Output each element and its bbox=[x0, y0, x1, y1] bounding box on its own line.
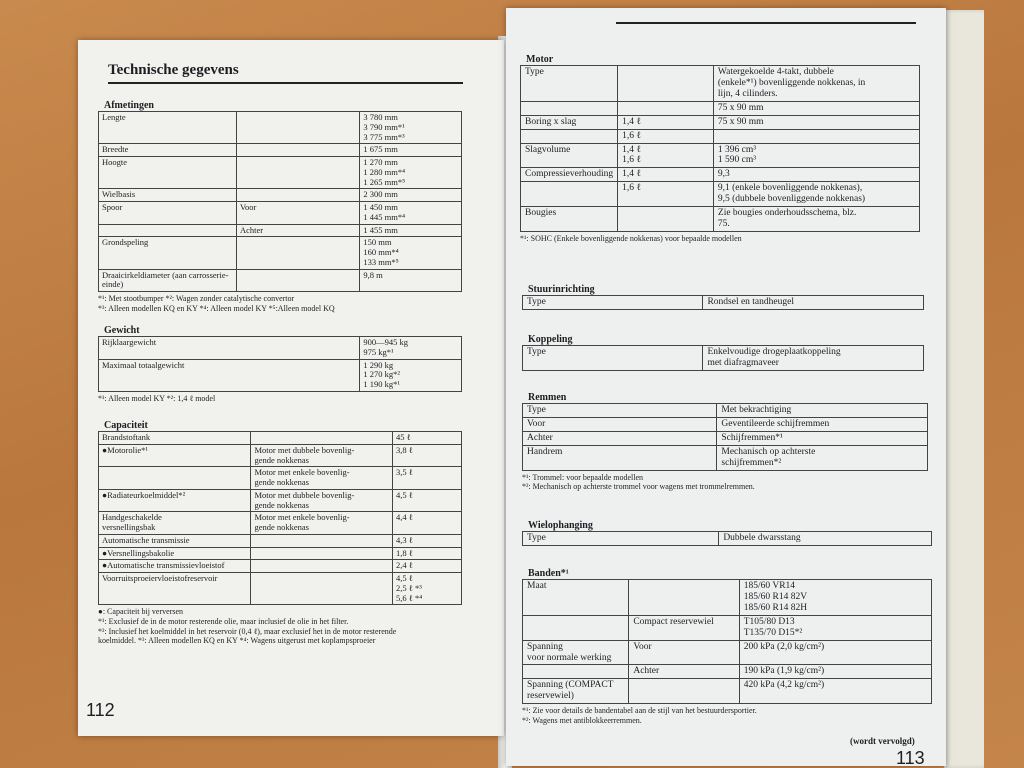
table-row bbox=[99, 560, 462, 573]
gewicht-note: *¹: Alleen model KY *²: 1,4 ℓ model bbox=[98, 393, 216, 403]
wielophanging-section bbox=[522, 520, 932, 546]
row-sub bbox=[629, 580, 739, 616]
section-heading: Motor bbox=[526, 54, 554, 65]
row-label: Wielbasis bbox=[99, 189, 237, 202]
row-sub bbox=[236, 157, 359, 189]
row-value: 75 x 90 mm bbox=[713, 115, 919, 129]
row-value: 190 kPa (1,9 kg/cm²) bbox=[739, 665, 931, 679]
row-sub: Achter bbox=[236, 224, 359, 237]
table-row bbox=[99, 467, 462, 490]
row-sub: 1,4 ℓ bbox=[618, 115, 714, 129]
row-label: Rijklaargewicht bbox=[99, 337, 360, 360]
koppeling-section bbox=[522, 334, 924, 371]
table-row bbox=[99, 202, 462, 225]
row-value: 4,5 ℓ 2,5 ℓ *³ 5,6 ℓ *⁴ bbox=[393, 573, 462, 605]
koppeling-table bbox=[522, 345, 924, 371]
row-sub: Motor met enkele bovenlig- gende nokkenas bbox=[251, 467, 393, 490]
table-row bbox=[99, 144, 462, 157]
row-value: 150 mm 160 mm*⁴ 133 mm*⁵ bbox=[360, 237, 462, 269]
table-row bbox=[523, 404, 928, 418]
row-sub: Voor bbox=[629, 640, 739, 665]
table-row bbox=[99, 112, 462, 144]
row-value: 45 ℓ bbox=[393, 432, 462, 445]
page-number: 113 bbox=[896, 748, 925, 766]
table-row bbox=[99, 512, 462, 535]
row-label: Type bbox=[523, 532, 719, 546]
row-label: Bougies bbox=[521, 207, 618, 232]
table-row bbox=[99, 573, 462, 605]
capaciteit-note: ●: Capaciteit bij verversen *¹: Exclusief de in de motor resterende olie, maar inclusief de olie in het filter. *²: Inclusief het koelmiddel in het reservoir (0,4 ℓ), maar exclusief het in de motor resterende koelmiddel. *³: Alleen modellen KQ en KY *⁴: Wagens uitgerust met koplampsproeier bbox=[98, 607, 397, 646]
row-sub: 1,6 ℓ bbox=[618, 129, 714, 143]
motor-section bbox=[520, 54, 920, 244]
table-row bbox=[523, 431, 928, 445]
table-row bbox=[99, 224, 462, 237]
remmen-section bbox=[522, 392, 928, 492]
table-row bbox=[99, 534, 462, 547]
row-label: Type bbox=[523, 296, 703, 310]
section-heading: Afmetingen bbox=[104, 100, 154, 111]
row-value: 9,1 (enkele bovenliggende nokkenas), 9,5 (dubbele bovenliggende nokkenas) bbox=[713, 182, 919, 207]
row-sub: Motor met dubbele bovenlig- gende nokkenas bbox=[251, 489, 393, 512]
row-label: Grondspeling bbox=[99, 237, 237, 269]
table-row bbox=[523, 615, 932, 640]
row-label: Spanning voor normale werking bbox=[523, 640, 629, 665]
row-value: Zie bougies onderhoudsschema, blz. 75. bbox=[713, 207, 919, 232]
row-sub: Motor met enkele bovenlig- gende nokkenas bbox=[251, 512, 393, 535]
row-value: 420 kPa (4,2 kg/cm²) bbox=[739, 679, 931, 704]
row-label: Handgeschakelde versnellingsbak bbox=[99, 512, 251, 535]
table-row bbox=[523, 580, 932, 616]
table-row bbox=[523, 445, 928, 470]
page-title: Technische gegevens bbox=[108, 62, 463, 84]
row-label: Type bbox=[521, 66, 618, 102]
row-sub: Voor bbox=[236, 202, 359, 225]
row-value: Geventileerde schijfremmen bbox=[717, 417, 928, 431]
row-label: Hoogte bbox=[99, 157, 237, 189]
row-label: Spoor bbox=[99, 202, 237, 225]
table-row bbox=[99, 489, 462, 512]
table-row bbox=[99, 444, 462, 467]
row-value: 1,8 ℓ bbox=[393, 547, 462, 560]
row-value: Watergekoelde 4-takt, dubbele (enkele*¹) bovenliggende nokkenas, in lijn, 4 cilinders. bbox=[713, 66, 919, 102]
motor-note: *¹: SOHC (Enkele bovenliggende nokkenas) voor bepaalde modellen bbox=[520, 233, 742, 243]
row-value: Schijfremmen*¹ bbox=[717, 431, 928, 445]
gewicht-section bbox=[98, 325, 462, 403]
row-value: 1 455 mm bbox=[360, 224, 462, 237]
capaciteit-section bbox=[98, 420, 462, 646]
continued-label: (wordt vervolgd) bbox=[850, 736, 915, 746]
row-value: 185/60 VR14 185/60 R14 82V 185/60 R14 82H bbox=[739, 580, 931, 616]
table-row bbox=[521, 182, 920, 207]
row-sub bbox=[251, 547, 393, 560]
table-row bbox=[99, 337, 462, 360]
row-sub bbox=[236, 112, 359, 144]
table-row bbox=[521, 143, 920, 168]
row-sub bbox=[251, 560, 393, 573]
row-sub bbox=[618, 101, 714, 115]
row-sub: Motor met dubbele bovenlig- gende nokkenas bbox=[251, 444, 393, 467]
row-value: T105/80 D13 T135/70 D15*² bbox=[739, 615, 931, 640]
row-value: 1 675 mm bbox=[360, 144, 462, 157]
row-label: Brandstoftank bbox=[99, 432, 251, 445]
top-rule bbox=[616, 22, 916, 24]
table-row bbox=[521, 207, 920, 232]
table-row bbox=[99, 189, 462, 202]
row-value: 1 450 mm 1 445 mm*⁴ bbox=[360, 202, 462, 225]
row-label: Maximaal totaalgewicht bbox=[99, 359, 360, 391]
row-value: 1 396 cm³ 1 590 cm³ bbox=[713, 143, 919, 168]
row-label: Draaicirkeldiameter (aan carrosserie-einde) bbox=[99, 269, 237, 292]
row-value: 2,4 ℓ bbox=[393, 560, 462, 573]
section-heading: Remmen bbox=[528, 392, 567, 403]
row-value: Rondsel en tandheugel bbox=[703, 296, 924, 310]
row-sub bbox=[251, 432, 393, 445]
wielophanging-table bbox=[522, 531, 932, 546]
row-label: Voor bbox=[523, 417, 717, 431]
row-label: ●Versnellingsbakolie bbox=[99, 547, 251, 560]
row-value: 75 x 90 mm bbox=[713, 101, 919, 115]
row-sub bbox=[236, 144, 359, 157]
row-value bbox=[713, 129, 919, 143]
row-value: 4,4 ℓ bbox=[393, 512, 462, 535]
table-row bbox=[521, 168, 920, 182]
row-sub: 1,4 ℓ 1,6 ℓ bbox=[618, 143, 714, 168]
row-label: Achter bbox=[523, 431, 717, 445]
row-label bbox=[99, 224, 237, 237]
row-label: Boring x slag bbox=[521, 115, 618, 129]
stuurinrichting-section bbox=[522, 284, 924, 310]
row-value: 9,3 bbox=[713, 168, 919, 182]
table-row bbox=[521, 66, 920, 102]
capaciteit-table bbox=[98, 431, 462, 605]
remmen-table bbox=[522, 403, 928, 471]
afmetingen-section bbox=[98, 100, 462, 313]
row-value: 1 290 kg 1 270 kg*² 1 190 kg*¹ bbox=[360, 359, 462, 391]
row-label: ●Motorolie*¹ bbox=[99, 444, 251, 467]
row-value: 2 300 mm bbox=[360, 189, 462, 202]
table-row bbox=[523, 417, 928, 431]
banden-section bbox=[522, 568, 932, 725]
row-label: Slagvolume bbox=[521, 143, 618, 168]
row-label bbox=[521, 101, 618, 115]
row-label: Automatische transmissie bbox=[99, 534, 251, 547]
table-row bbox=[99, 157, 462, 189]
section-heading: Capaciteit bbox=[104, 420, 148, 431]
row-sub bbox=[251, 573, 393, 605]
table-row bbox=[99, 432, 462, 445]
row-value: 3,5 ℓ bbox=[393, 467, 462, 490]
table-row bbox=[99, 547, 462, 560]
afmetingen-table bbox=[98, 111, 462, 292]
section-heading: Gewicht bbox=[104, 325, 140, 336]
table-row bbox=[523, 679, 932, 704]
row-sub: 1,6 ℓ bbox=[618, 182, 714, 207]
row-value: 9,8 m bbox=[360, 269, 462, 292]
section-heading: Koppeling bbox=[528, 334, 573, 345]
row-value: Mechanisch op achterste schijfremmen*² bbox=[717, 445, 928, 470]
stuurinrichting-table bbox=[522, 295, 924, 310]
afmetingen-note: *¹: Met stootbumper *²: Wagen zonder catalytische convertor *³: Alleen modellen KQ en KY *⁴: Alleen model KY *⁵:Alleen model KQ bbox=[98, 294, 335, 313]
row-label: ●Automatische transmissievloeistof bbox=[99, 560, 251, 573]
table-row bbox=[99, 269, 462, 292]
row-label bbox=[521, 182, 618, 207]
page-number: 112 bbox=[86, 700, 115, 720]
row-sub bbox=[618, 66, 714, 102]
row-label bbox=[523, 665, 629, 679]
row-label: Maat bbox=[523, 580, 629, 616]
row-sub bbox=[236, 189, 359, 202]
row-label: Lengte bbox=[99, 112, 237, 144]
row-sub: Achter bbox=[629, 665, 739, 679]
row-label: Type bbox=[523, 346, 703, 371]
banden-note: *¹: Zie voor details de bandentabel aan de stijl van het bestuurdersportier. *²: Wagens met antiblokkeerremmen. bbox=[522, 706, 757, 725]
remmen-note: *¹: Trommel: voor bepaalde modellen *²: Mechanisch op achterste trommel voor wagens met trommelremmen. bbox=[522, 472, 755, 492]
row-label bbox=[521, 129, 618, 143]
row-value: Met bekrachtiging bbox=[717, 404, 928, 418]
row-value: 4,3 ℓ bbox=[393, 534, 462, 547]
row-label: Breedte bbox=[99, 144, 237, 157]
row-label bbox=[523, 615, 629, 640]
row-sub bbox=[236, 269, 359, 292]
row-sub bbox=[251, 534, 393, 547]
section-heading: Wielophanging bbox=[528, 520, 593, 531]
table-row bbox=[521, 129, 920, 143]
right-page bbox=[506, 8, 946, 766]
row-label: Voorruitsproeiervloeistofreservoir bbox=[99, 573, 251, 605]
row-sub bbox=[236, 237, 359, 269]
row-label: Compressieverhouding bbox=[521, 168, 618, 182]
banden-table bbox=[522, 579, 932, 704]
motor-table bbox=[520, 65, 920, 232]
row-value: 1 270 mm 1 280 mm*⁴ 1 265 mm*⁵ bbox=[360, 157, 462, 189]
row-label: Type bbox=[523, 404, 717, 418]
gewicht-table bbox=[98, 336, 462, 392]
page-stack-edge bbox=[944, 10, 984, 768]
row-value: 4,5 ℓ bbox=[393, 489, 462, 512]
row-sub bbox=[618, 207, 714, 232]
row-sub: Compact reservewiel bbox=[629, 615, 739, 640]
table-row bbox=[99, 359, 462, 391]
table-row bbox=[521, 101, 920, 115]
row-value: 200 kPa (2,0 kg/cm²) bbox=[739, 640, 931, 665]
row-value: Dubbele dwarsstang bbox=[719, 532, 932, 546]
row-value: 900—945 kg 975 kg*¹ bbox=[360, 337, 462, 360]
section-heading: Stuurinrichting bbox=[528, 284, 595, 295]
row-sub bbox=[629, 679, 739, 704]
row-value: 3 780 mm 3 790 mm*¹ 3 775 mm*³ bbox=[360, 112, 462, 144]
row-label: ●Radiateurkoelmiddel*² bbox=[99, 489, 251, 512]
row-value: Enkelvoudige drogeplaatkoppeling met diafragmaveer bbox=[703, 346, 924, 371]
row-label bbox=[99, 467, 251, 490]
section-heading: Banden*¹ bbox=[528, 568, 569, 579]
row-value: 3,8 ℓ bbox=[393, 444, 462, 467]
row-label: Spanning (COMPACT reservewiel) bbox=[523, 679, 629, 704]
table-row bbox=[521, 115, 920, 129]
table-row bbox=[523, 665, 932, 679]
row-label: Handrem bbox=[523, 445, 717, 470]
row-sub: 1,4 ℓ bbox=[618, 168, 714, 182]
table-row bbox=[99, 237, 462, 269]
left-page bbox=[78, 40, 504, 736]
table-row bbox=[523, 640, 932, 665]
